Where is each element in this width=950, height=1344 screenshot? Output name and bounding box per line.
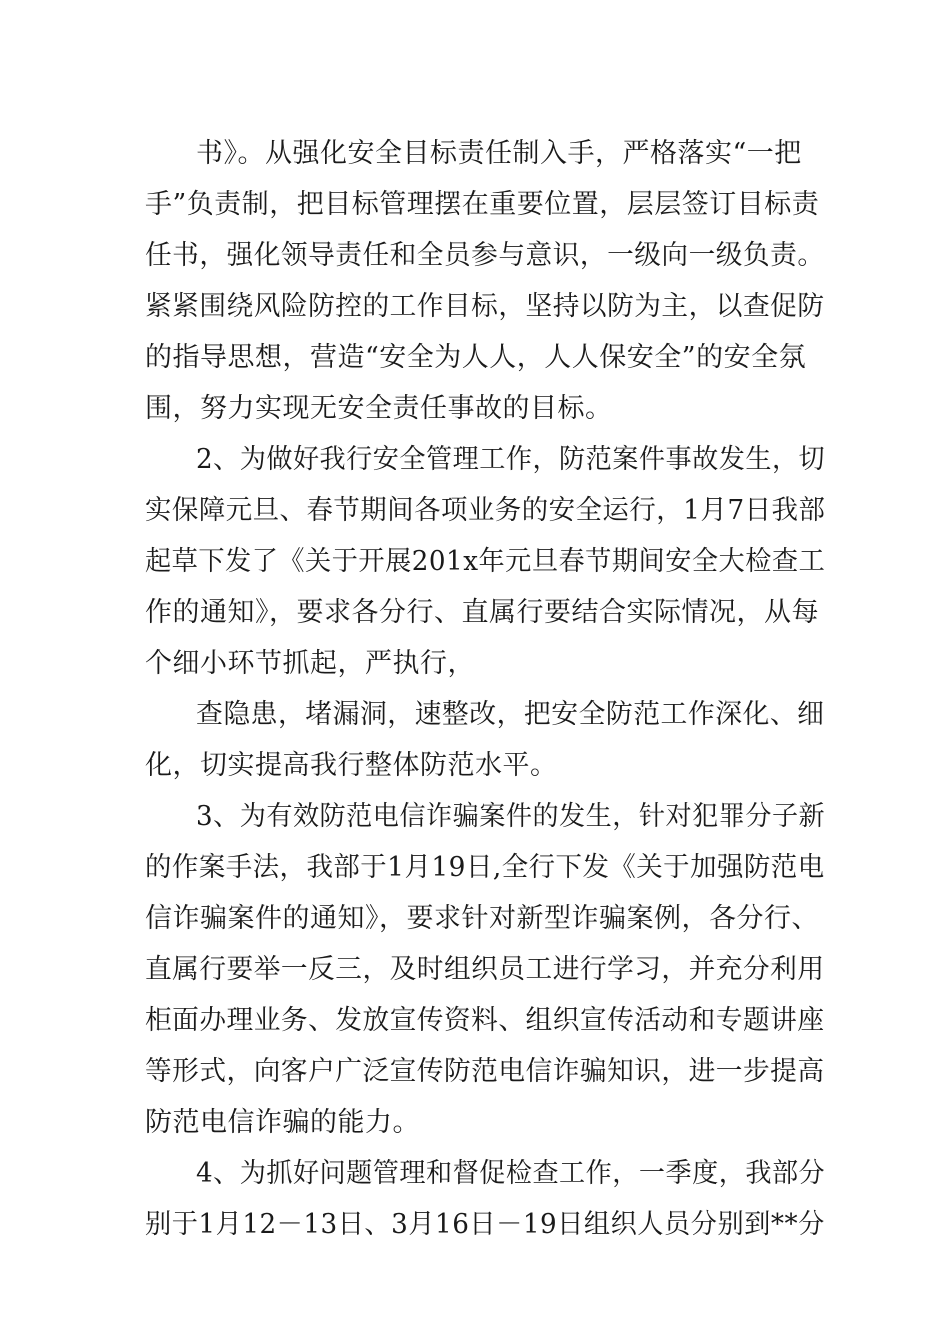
text-line: 4、为抓好问题管理和督促检查工作，一季度，我部分: [196, 1158, 826, 1189]
text-line: 个细小环节抓起，严执行，: [145, 648, 475, 679]
text-line: 起草下发了《关于开展201x年元旦春节期间安全大检查工: [145, 546, 826, 577]
text-line: 化，切实提高我行整体防范水平。: [145, 750, 558, 781]
text-line: 手”负责制，把目标管理摆在重要位置，层层签订目标责: [145, 189, 820, 220]
text-line: 2、为做好我行安全管理工作，防范案件事故发生，切: [196, 444, 826, 475]
text-line: 作的通知》，要求各分行、直属行要结合实际情况，从每: [145, 597, 819, 628]
text-line: 等形式，向客户广泛宣传防范电信诈骗知识，进一步提高: [145, 1056, 825, 1087]
text-line: 信诈骗案件的通知》，要求针对新型诈骗案例，各分行、: [145, 903, 819, 934]
text-line: 3、为有效防范电信诈骗案件的发生，针对犯罪分子新: [196, 801, 826, 832]
text-line: 的指导思想，营造“安全为人人，人人保安全”的安全氛: [145, 342, 807, 373]
text-line: 的作案手法，我部于1月19日,全行下发《关于加强防范电: [145, 852, 825, 883]
text-line: 书》。从强化安全目标责任制入手，严格落实“一把: [196, 138, 802, 169]
text-line: 柜面办理业务、发放宣传资料、组织宣传活动和专题讲座: [145, 1005, 825, 1036]
text-line: 直属行要举一反三，及时组织员工进行学习，并充分利用: [145, 954, 825, 985]
text-line: 任书，强化领导责任和全员参与意识，一级向一级负责。: [145, 240, 825, 271]
text-line: 别于1月12－13日、3月16日－19日组织人员分别到**分: [145, 1209, 825, 1240]
text-line: 防范电信诈骗的能力。: [145, 1107, 420, 1138]
text-line: 实保障元旦、春节期间各项业务的安全运行，1月7日我部: [145, 495, 826, 526]
text-line: 查隐患，堵漏洞，速整改，把安全防范工作深化、细: [196, 699, 825, 730]
text-line: 围，努力实现无安全责任事故的目标。: [145, 393, 613, 424]
text-line: 紧紧围绕风险防控的工作目标，坚持以防为主，以查促防: [145, 291, 825, 322]
